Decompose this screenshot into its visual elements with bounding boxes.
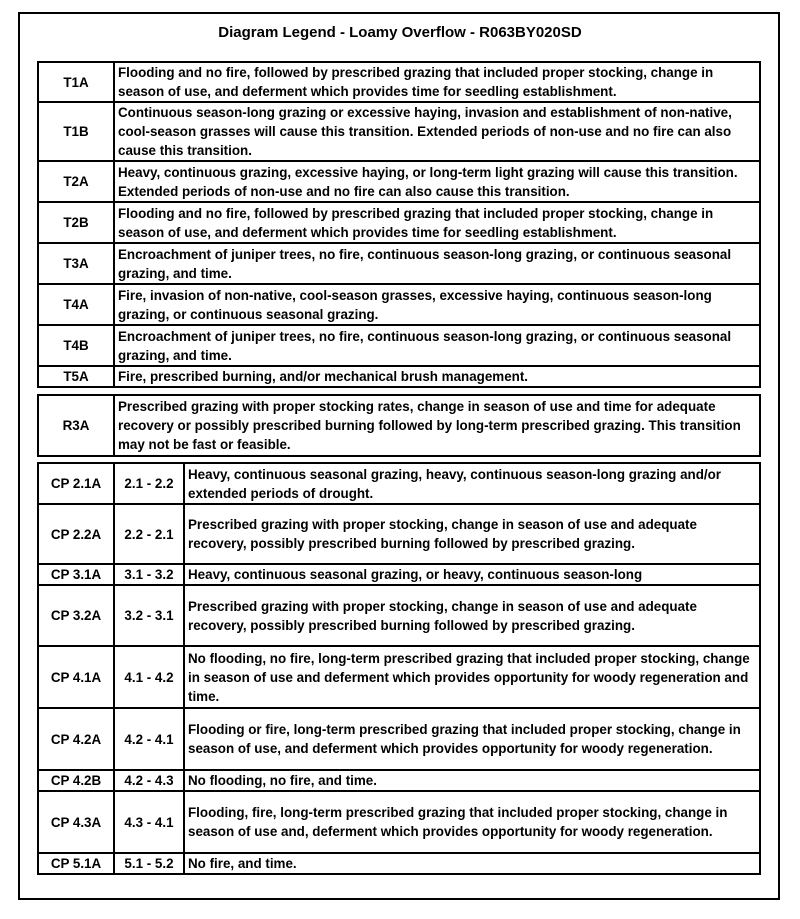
pathway-range: 2.1 - 2.2 xyxy=(114,463,184,504)
pathway-range: 4.3 - 4.1 xyxy=(114,791,184,853)
transition-code: T3A xyxy=(38,243,114,284)
transition-code: T4A xyxy=(38,284,114,325)
table-row xyxy=(38,395,760,456)
transition-description: Fire, invasion of non-native, cool-season grasses, excessive haying, continuous season-long grazing, or continuous seasonal grazing. xyxy=(114,284,760,325)
pathway-range: 4.1 - 4.2 xyxy=(114,646,184,708)
pathway-description: Heavy, continuous seasonal grazing, or heavy, continuous season-long xyxy=(184,564,760,585)
transition-code: T2A xyxy=(38,161,114,202)
pathway-code: CP 4.2B xyxy=(38,770,114,791)
restoration-code: R3A xyxy=(38,395,114,456)
transition-description: Flooding and no fire, followed by prescribed grazing that included proper stocking, change in season of use, and deferment which provides time for seedling establishment. xyxy=(114,202,760,243)
legend-title: Diagram Legend - Loamy Overflow - R063BY020SD xyxy=(218,24,582,41)
table-row xyxy=(38,791,760,853)
pathway-description: Prescribed grazing with proper stocking, change in season of use and adequate recovery, possibly prescribed burning followed by prescribed grazing. xyxy=(184,504,760,564)
transition-description: Encroachment of juniper trees, no fire, continuous season-long grazing, or continuous seasonal grazing, and time. xyxy=(114,325,760,366)
transition-code: T4B xyxy=(38,325,114,366)
pathway-description: Flooding, fire, long-term prescribed grazing that included proper stocking, change in season of use and, deferment which provides opportunity for woody regeneration. xyxy=(184,791,760,853)
table-row xyxy=(38,161,760,202)
pathway-range: 4.2 - 4.3 xyxy=(114,770,184,791)
pathway-description: Heavy, continuous seasonal grazing, heavy, continuous season-long grazing and/or extended periods of drought. xyxy=(184,463,760,504)
pathway-code: CP 4.1A xyxy=(38,646,114,708)
pathway-range: 5.1 - 5.2 xyxy=(114,853,184,874)
table-row xyxy=(38,102,760,161)
table-row xyxy=(38,646,760,708)
pathway-description: No fire, and time. xyxy=(184,853,760,874)
table-row xyxy=(38,62,760,102)
table-row xyxy=(38,325,760,366)
table-row xyxy=(38,564,760,585)
table-row xyxy=(38,585,760,646)
pathway-code: CP 4.3A xyxy=(38,791,114,853)
table-row xyxy=(38,284,760,325)
transition-description: Continuous season-long grazing or excessive haying, invasion and establishment of non-native, cool-season grasses will cause this transition. Extended periods of non-use and no fire can also cause this transition. xyxy=(114,102,760,161)
pathways-table xyxy=(37,462,761,875)
table-row xyxy=(38,243,760,284)
pathway-description: No flooding, no fire, and time. xyxy=(184,770,760,791)
transitions-table xyxy=(37,61,761,388)
restoration-description: Prescribed grazing with proper stocking rates, change in season of use and time for adequate recovery or possibly prescribed burning followed by long-term prescribed grazing. This transition may not be fast or feasible. xyxy=(114,395,760,456)
pathway-code: CP 4.2A xyxy=(38,708,114,770)
pathway-range: 3.1 - 3.2 xyxy=(114,564,184,585)
table-row xyxy=(38,770,760,791)
restoration-table xyxy=(37,394,761,457)
pathway-description: Flooding or fire, long-term prescribed grazing that included proper stocking, change in season of use, and deferment which provides opportunity for woody regeneration. xyxy=(184,708,760,770)
pathway-range: 3.2 - 3.1 xyxy=(114,585,184,646)
pathway-range: 2.2 - 2.1 xyxy=(114,504,184,564)
transition-code: T1A xyxy=(38,62,114,102)
pathway-code: CP 3.2A xyxy=(38,585,114,646)
transition-code: T2B xyxy=(38,202,114,243)
table-row xyxy=(38,463,760,504)
table-row xyxy=(38,366,760,387)
transition-description: Flooding and no fire, followed by prescribed grazing that included proper stocking, change in season of use, and deferment which provides time for seedling establishment. xyxy=(114,62,760,102)
pathway-range: 4.2 - 4.1 xyxy=(114,708,184,770)
transition-description: Encroachment of juniper trees, no fire, continuous season-long grazing, or continuous seasonal grazing, and time. xyxy=(114,243,760,284)
pathway-code: CP 2.2A xyxy=(38,504,114,564)
table-row xyxy=(38,708,760,770)
table-row xyxy=(38,504,760,564)
transition-code: T1B xyxy=(38,102,114,161)
pathway-description: No flooding, no fire, long-term prescribed grazing that included proper stocking, change in season of use and deferment which provides opportunity for woody regeneration and time. xyxy=(184,646,760,708)
transition-code: T5A xyxy=(38,366,114,387)
pathway-description: Prescribed grazing with proper stocking, change in season of use and adequate recovery, possibly prescribed burning followed by prescribed grazing. xyxy=(184,585,760,646)
table-row xyxy=(38,202,760,243)
transition-description: Fire, prescribed burning, and/or mechanical brush management. xyxy=(114,366,760,387)
table-row xyxy=(38,853,760,874)
pathway-code: CP 2.1A xyxy=(38,463,114,504)
pathway-code: CP 3.1A xyxy=(38,564,114,585)
transition-description: Heavy, continuous grazing, excessive haying, or long-term light grazing will cause this transition. Extended periods of non-use and no fire can also cause this transition. xyxy=(114,161,760,202)
pathway-code: CP 5.1A xyxy=(38,853,114,874)
